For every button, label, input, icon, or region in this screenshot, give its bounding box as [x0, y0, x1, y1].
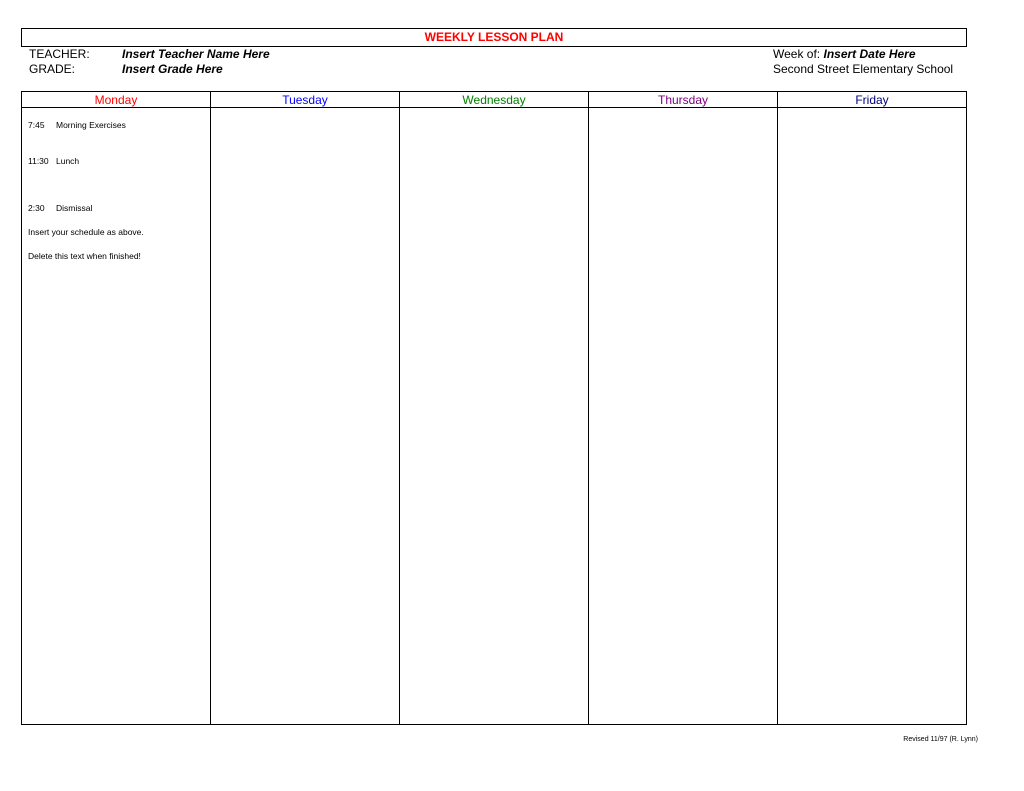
day-header-thursday: Thursday: [589, 92, 778, 108]
teacher-name-field[interactable]: Insert Teacher Name Here: [122, 47, 270, 61]
schedule-item-dismissal: [28, 203, 210, 227]
day-content-row: [22, 108, 967, 725]
day-header-monday: Monday: [22, 92, 211, 108]
wednesday-cell[interactable]: [400, 108, 589, 725]
school-name: Second Street Elementary School: [773, 62, 954, 76]
note-delete-text: Delete this text when finished!: [28, 251, 141, 261]
thursday-cell[interactable]: [589, 108, 778, 725]
friday-cell[interactable]: [778, 108, 967, 725]
schedule-label: Dismissal: [56, 203, 93, 213]
grade-label: GRADE:: [29, 62, 76, 76]
week-row: [773, 47, 916, 62]
schedule-item-lunch: [28, 156, 210, 203]
day-header-row: [22, 92, 967, 108]
schedule-time: 2:30: [28, 203, 45, 213]
page-title: WEEKLY LESSON PLAN: [21, 28, 967, 47]
note-insert-schedule: Insert your schedule as above.: [28, 227, 144, 237]
monday-content: [22, 108, 210, 261]
monday-cell[interactable]: [22, 108, 211, 725]
day-header-wednesday: Wednesday: [400, 92, 589, 108]
grade-field[interactable]: Insert Grade Here: [122, 62, 223, 76]
day-header-friday: Friday: [778, 92, 967, 108]
teacher-label: TEACHER:: [29, 47, 90, 61]
week-label: Week of:: [773, 47, 821, 61]
teacher-row: [29, 47, 270, 62]
schedule-time: 11:30: [28, 156, 49, 166]
grade-row: [29, 62, 223, 77]
revision-footer: Revised 11/97 (R. Lynn): [903, 736, 978, 743]
schedule-label: Lunch: [56, 156, 80, 166]
tuesday-cell[interactable]: [211, 108, 400, 725]
lesson-plan-table: [21, 91, 967, 725]
schedule-label: Morning Exercises: [56, 120, 126, 130]
day-header-tuesday: Tuesday: [211, 92, 400, 108]
schedule-time: 7:45: [28, 120, 45, 130]
schedule-item-morning: [28, 120, 210, 156]
week-date-field[interactable]: Insert Date Here: [823, 47, 916, 61]
